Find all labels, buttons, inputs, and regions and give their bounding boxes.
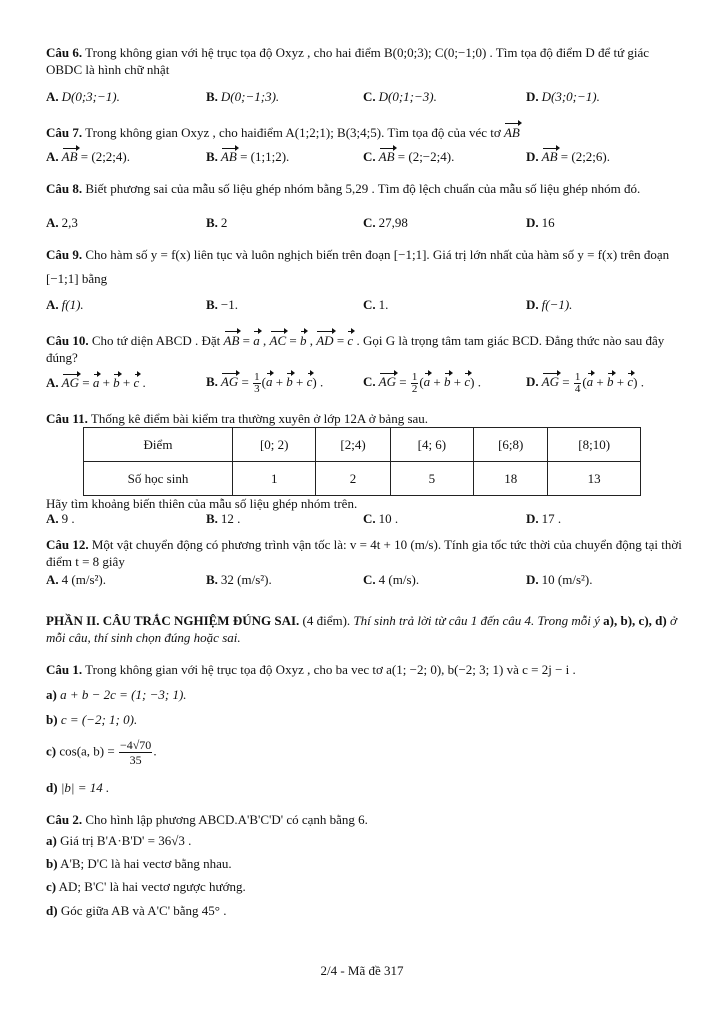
table-row [84,428,641,462]
statement-c: c) AD; B'C' là hai vectơ ngược hướng. [46,879,246,894]
table-cell: Điểm [84,428,233,462]
question-11 [46,410,686,427]
question-label: Câu 9. [46,247,83,262]
question-8-options [46,215,686,233]
table-cell: 18 [474,462,548,496]
vector-ab: AB [503,125,520,140]
table-row [84,462,641,496]
table-cell: [2;4) [316,428,390,462]
question-11-options [46,511,686,529]
table-cell: 2 [316,462,390,496]
part2-question-2 [46,811,686,828]
table-cell: Số học sinh [84,462,233,496]
part-instruction-end: ở mỗi câu, thí sinh chọn đúng hoặc sai. [46,613,677,645]
question-11-prompt: Hãy tìm khoảng biến thiên của mẫu số liệu ghép nhóm trên. [46,496,358,511]
question-label: Câu 2. [46,812,83,827]
question-text: Cho hàm số y = f(x) liên tục và luôn nghịch biến trên đoạn [−1;1]. Giá trị lớn nhất của hàm số y = f(x) trên đoạn [−1;1] bằng [46,247,670,286]
option-d: D. 16 [526,215,555,230]
question-label: Câu 12. [46,537,89,552]
question-label: Câu 6. [46,45,83,60]
option-c: C. 4 (m/s). [363,572,420,587]
question-7-options [46,149,686,167]
option-c: C. AG = $\frac{1}{2}$ (a + b + c) . [363,371,481,395]
option-d: D. AG = $\frac{1}{4}$ (a + b + c) . [526,371,644,395]
question-text: Trong không gian với hệ trục tọa độ Oxyz , cho ba vec tơ a(1; −2; 0), b(−2; 3; 1) và c = 2j − i . [85,662,576,677]
question-label: Câu 1. [46,662,83,677]
statement-a: a) Giá trị B'A·B'D' = 36√3 . [46,833,192,848]
table-cell: 1 [233,462,316,496]
question-text: Trong không gian với hệ trục tọa độ Oxyz , cho hai điểm B(0;0;3); C(0;−1;0) . Tìm tọa độ điểm D để tứ giác OBDC là hình chữ nhật [46,45,650,77]
statement-a: a) a + b − 2c = (1; −3; 1). [46,687,187,702]
question-label: Câu 8. [46,181,83,196]
option-a: A. D(0;3;−1). [46,89,120,104]
statement-b: b) c = (−2; 1; 0). [46,712,138,727]
option-b: B. −1. [206,297,239,312]
question-10-options [46,372,686,398]
question-text: Trong không gian Oxyz , cho haiđiểm A(1;2;1); B(3;4;5). Tìm tọa độ của véc tơ [85,125,504,140]
question-6 [46,44,686,78]
option-c: C. 1. [363,297,389,312]
part-title: PHẦN II. CÂU TRẮC NGHIỆM ĐÚNG SAI. [46,613,300,628]
question-8 [46,180,686,197]
question-text: Biết phương sai của mẫu số liệu ghép nhóm bằng 5,29 . Tìm độ lệch chuẩn của mẫu số liệu ghép nhóm đó. [85,181,641,196]
statement-c: c) cos(a, b) = $\frac{-4√70}{35}$ . [46,738,157,767]
table-cell: [0; 2) [233,428,316,462]
option-a: A. 4 (m/s²). [46,572,106,587]
question-9 [46,243,686,291]
part-points: (4 điểm). [302,613,351,628]
question-label: Câu 10. [46,333,89,348]
question-text: Một vật chuyển động có phương trình vận tốc là: v = 4t + 10 (m/s). Tính gia tốc tức thời của chuyển động tại thời điểm t = 8 giây [46,537,682,569]
question-7 [46,124,686,141]
question-text-b: . Gọi G là trọng tâm tam giác BCD. Đẳng thức nào sau đây đúng? [46,333,665,365]
option-d: D. AB = (2;2;6). [526,149,610,164]
question-9-options [46,297,686,315]
option-a: A. AB = (2;2;4). [46,149,130,164]
question-6-options [46,89,686,107]
page-footer: 2/4 - Mã đề 317 [320,963,404,978]
option-c: C. 10 . [363,511,399,526]
table-cell: [4; 6) [390,428,473,462]
statement-b: b) A'B; D'C là hai vectơ bằng nhau. [46,856,232,871]
option-b: B. 32 (m/s²). [206,572,272,587]
question-label: Câu 7. [46,125,83,140]
part-2-heading [46,612,686,646]
option-c: C. AB = (2;−2;4). [363,149,455,164]
option-d: D. f(−1). [526,297,573,312]
option-d: D. D(3;0;−1). [526,89,600,104]
question-text: Thống kê điểm bài kiểm tra thường xuyên ở lớp 12A ở bảng sau. [90,411,429,426]
question-text-a: Cho tứ diện ABCD . Đặt [91,333,224,348]
option-b: B. AG = $\frac{1}{3}$ (a + b + c) . [206,371,324,395]
question-10: Câu 10. Cho tứ diện ABCD . Đặt AB = a , AC = b , AD = c . Gọi G là trọng tâm tam giác BCD. Đẳng thức nào sau đây đúng? [46,333,665,365]
option-a: A. f(1). [46,297,84,312]
option-b: B. 12 . [206,511,241,526]
question-label: Câu 11. [46,411,88,426]
option-b: B. 2 [206,215,228,230]
option-d: D. 10 (m/s²). [526,572,593,587]
question-text: Cho hình lập phương ABCD.A'B'C'D' có cạnh bằng 6. [85,812,368,827]
statement-d: d) Góc giữa AB và A'C' bằng 45° . [46,903,227,918]
option-a: A. 9 . [46,511,75,526]
score-table [83,427,641,496]
table-cell: [8;10) [548,428,641,462]
option-a: A. AG = a + b + c . [46,375,146,390]
table-cell: 5 [390,462,473,496]
option-d: D. 17 . [526,511,562,526]
table-cell: 13 [548,462,641,496]
option-c: C. D(0;1;−3). [363,89,437,104]
option-b: B. D(0;−1;3). [206,89,280,104]
option-c: C. 27,98 [363,215,408,230]
part2-question-1 [46,661,686,678]
table-cell: [6;8) [474,428,548,462]
option-b: B. AB = (1;1;2). [206,149,290,164]
option-a: A. 2,3 [46,215,78,230]
question-12 [46,536,686,570]
part-instruction-items: a), b), c), d) [603,613,667,628]
part-instruction: Thí sinh trả lời từ câu 1 đến câu 4. Trong mỗi ý [353,613,600,628]
question-12-options [46,572,686,590]
statement-d: d) |b| = 14 . [46,780,110,795]
